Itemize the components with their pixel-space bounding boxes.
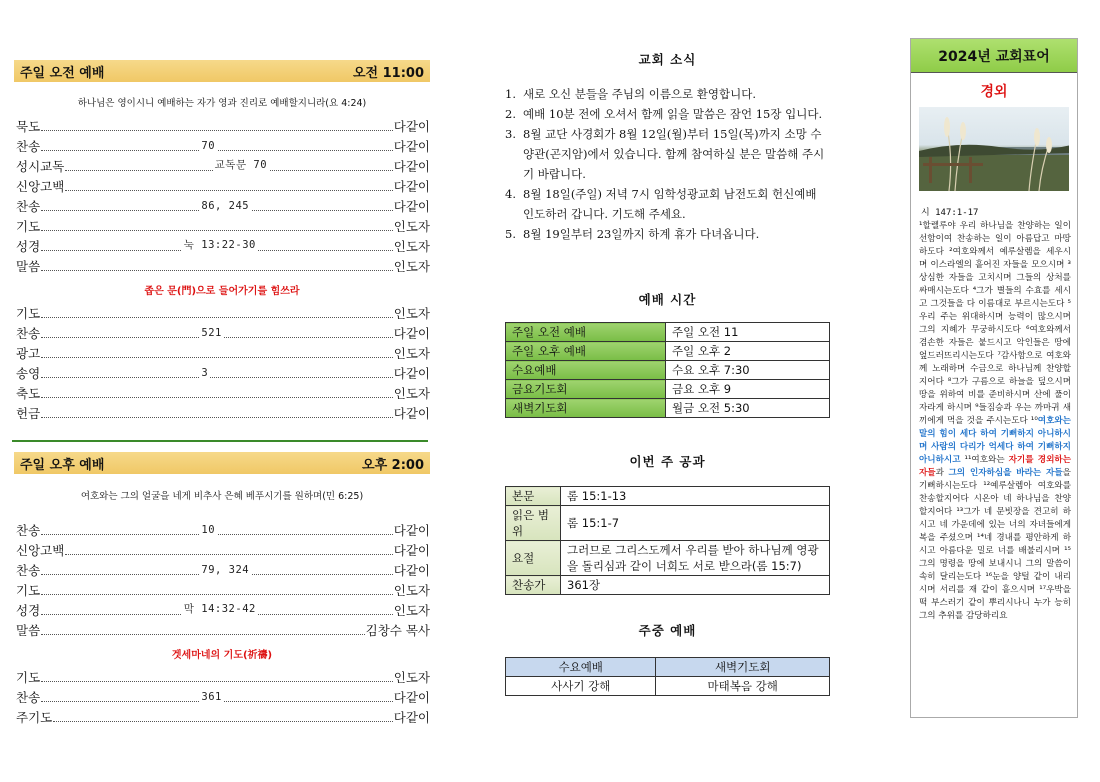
schedule-row <box>506 342 830 361</box>
news-text: 8월 교단 사경회가 8월 12일(월)부터 15일(목)까지 소망 수양관(곤지암)에서 있습니다. 함께 참여하실 분은 말씀해 주시기 바랍니다. <box>523 127 825 181</box>
schedule-row <box>506 380 830 399</box>
news-title: 교회 소식 <box>638 52 697 67</box>
order-detail: 눅 13:22-30 <box>183 239 256 251</box>
dot-leader <box>41 239 393 251</box>
order-leader: 인도자 <box>393 306 430 321</box>
order-label: 기도 <box>16 306 41 321</box>
schedule-time: 주일 오전 11 <box>666 323 830 342</box>
study-title: 이번 주 공과 <box>629 454 706 469</box>
order-label: 주기도 <box>16 710 53 725</box>
midweek-title: 주중 예배 <box>638 623 697 638</box>
order-leader: 인도자 <box>393 346 430 361</box>
study-row <box>506 541 830 576</box>
dot-leader <box>41 634 364 635</box>
study-table <box>505 486 830 595</box>
order-leader: 인도자 <box>393 583 430 598</box>
order-row <box>14 402 430 422</box>
am-order-list-top <box>14 115 430 275</box>
dot-leader <box>41 691 393 703</box>
news-number: 4. <box>505 187 516 201</box>
psalm-text <box>919 220 1071 623</box>
order-label: 성경 <box>16 239 41 254</box>
order-of-worship <box>14 60 430 726</box>
am-service-verse: 하나님은 영이시니 예배하는 자가 영과 진리로 예배할지니라(요 4:24) <box>77 98 367 109</box>
order-row <box>14 155 430 175</box>
dot-leader <box>41 524 393 536</box>
order-leader: 다같이 <box>393 139 430 154</box>
motto-title: 2024년 교회표어 <box>911 39 1077 73</box>
dot-leader <box>41 140 393 152</box>
study-key: 본문 <box>506 487 561 506</box>
dot-leader <box>65 554 392 555</box>
study-value: 그러므로 그리스도께서 우리를 받아 하나님께 영광을 돌리심과 같이 너희도 서로 받으라(롬 15:7) <box>561 541 830 576</box>
order-row <box>14 342 430 362</box>
landscape-photo <box>919 107 1069 191</box>
news-item <box>505 224 830 244</box>
study-row <box>506 576 830 595</box>
psalm-highlight-blue: 여호와는 말의 힘이 세다 하여 기뻐하지 아니하시며 사람의 다리가 억세다 하여 기뻐하지 아니하시고 <box>919 416 1071 465</box>
news-number: 5. <box>505 227 516 241</box>
study-value: 361장 <box>561 576 830 595</box>
order-row <box>14 255 430 275</box>
news-text: 8월 18일(주일) 저녁 7시 임학성광교회 남전도회 헌신예배 인도하러 갑니다. 기도해 주세요. <box>523 187 817 221</box>
pm-order-list-top <box>14 519 430 639</box>
news-number: 1. <box>505 87 516 101</box>
dot-leader <box>41 357 393 358</box>
news-list <box>505 84 830 244</box>
order-row <box>14 135 430 155</box>
psalm-part: 을 기뻐하시는도다 ¹²예루살렘아 여호와를 찬송할지어다 시온아 네 하나님을 찬양할지어다 ¹³그가 네 문빗장을 견고히 하시고 네 가운데에 있는 너의 자녀들에게 복을 주셨으며 ¹⁴네 경내를 평안하게 하시고 아름다운 밀로 너를 배불리시며 ¹⁵그의 명령을 땅에 보내시니 그의 말씀이 속히 달리는도다 ¹⁶눈을 양털 같이 내리시며 서리를 재 같이 흩으시며 ¹⁷우박을 떡 부스러기 같이 뿌리시나니 누가 능히 그의 추위를 감당하리요 <box>919 468 1071 621</box>
order-row <box>14 666 430 686</box>
order-label: 찬송 <box>16 326 41 341</box>
order-detail: 79, 324 <box>201 564 250 576</box>
order-detail: 70 <box>201 140 216 152</box>
schedule-time: 수요 오후 7:30 <box>666 361 830 380</box>
order-detail: 3 <box>201 367 209 379</box>
order-label: 기도 <box>16 670 41 685</box>
motto-word: 경외 <box>980 84 1008 100</box>
order-leader: 다같이 <box>393 179 430 194</box>
midweek-header-wed: 수요예배 <box>506 658 656 677</box>
order-row <box>14 539 430 559</box>
pm-order-list-bottom <box>14 666 430 726</box>
pm-sermon-title: 겟세마네의 기도(祈禱) <box>171 650 273 661</box>
order-label: 헌금 <box>16 406 41 421</box>
order-detail: 10 <box>201 524 216 536</box>
news-text: 8월 19일부터 23일까지 하계 휴가 다녀옵니다. <box>523 227 760 241</box>
order-leader: 인도자 <box>393 239 430 254</box>
schedule-time: 금요 오후 9 <box>666 380 830 399</box>
order-label: 찬송 <box>16 199 41 214</box>
order-row <box>14 115 430 135</box>
schedule-name: 수요예배 <box>506 361 666 380</box>
psalm-part: 과 <box>935 468 949 478</box>
dot-leader <box>41 367 393 379</box>
study-row <box>506 506 830 541</box>
order-row <box>14 175 430 195</box>
order-leader: 다같이 <box>393 199 430 214</box>
order-row <box>14 706 430 726</box>
midweek-header-dawn: 새벽기도회 <box>656 658 830 677</box>
order-leader: 인도자 <box>393 670 430 685</box>
order-row <box>14 215 430 235</box>
order-detail: 막 14:32-42 <box>183 603 256 615</box>
order-leader: 인도자 <box>393 219 430 234</box>
order-label: 말씀 <box>16 623 41 638</box>
order-leader: 다같이 <box>393 523 430 538</box>
order-leader: 인도자 <box>393 386 430 401</box>
am-order-list-bottom <box>14 302 430 422</box>
order-label: 찬송 <box>16 523 41 538</box>
section-divider <box>12 440 428 442</box>
order-label: 기도 <box>16 583 41 598</box>
order-row <box>14 599 430 619</box>
midweek-value-wed: 사사기 강해 <box>506 677 656 696</box>
reeds-lake-image <box>919 107 1069 191</box>
news-text: 새로 오신 분들을 주님의 이름으로 환영합니다. <box>523 87 757 101</box>
am-sermon-title: 좁은 문(門)으로 들어가기를 힘쓰라 <box>144 286 300 297</box>
pm-service-header <box>14 452 430 474</box>
church-info <box>505 50 830 696</box>
order-row <box>14 382 430 402</box>
am-service-title: 주일 오전 예배 <box>20 65 105 81</box>
dot-leader <box>41 417 393 418</box>
news-item <box>505 184 830 224</box>
schedule-time: 월금 오전 5:30 <box>666 399 830 418</box>
dot-leader <box>41 603 393 615</box>
psalm-reference: 시 147:1-17 <box>921 208 979 218</box>
pm-service-verse: 여호와는 그의 얼굴을 네게 비추사 은혜 베푸시기를 원하며(민 6:25) <box>80 491 364 502</box>
news-item <box>505 84 830 104</box>
psalm-part: ¹¹여호와는 <box>960 455 1009 465</box>
study-row <box>506 487 830 506</box>
schedule-name: 주일 오전 예배 <box>506 323 666 342</box>
dot-leader <box>41 397 393 398</box>
study-value: 롬 15:1-13 <box>561 487 830 506</box>
am-service-time: 오전 11:00 <box>352 65 424 81</box>
order-label: 축도 <box>16 386 41 401</box>
schedule-name: 금요기도회 <box>506 380 666 399</box>
schedule-name: 새벽기도회 <box>506 399 666 418</box>
dot-leader <box>41 130 393 131</box>
dot-leader <box>41 327 393 339</box>
dot-leader <box>65 159 392 171</box>
order-leader: 인도자 <box>393 603 430 618</box>
order-row <box>14 195 430 215</box>
dot-leader <box>41 594 393 595</box>
news-number: 3. <box>505 127 516 141</box>
order-leader: 다같이 <box>393 406 430 421</box>
study-value: 롬 15:1-7 <box>561 506 830 541</box>
order-leader: 다같이 <box>393 690 430 705</box>
study-key: 찬송가 <box>506 576 561 595</box>
order-row <box>14 302 430 322</box>
order-row <box>14 619 430 639</box>
pm-service-title: 주일 오후 예배 <box>20 457 105 473</box>
order-label: 신앙고백 <box>16 179 65 194</box>
order-row <box>14 519 430 539</box>
news-text: 예배 10분 전에 오셔서 함께 읽을 말씀은 잠언 15장 입니다. <box>523 107 823 121</box>
order-label: 성경 <box>16 603 41 618</box>
dot-leader <box>53 721 393 722</box>
schedule-table <box>505 322 830 418</box>
order-label: 찬송 <box>16 690 41 705</box>
dot-leader <box>41 681 393 682</box>
midweek-table <box>505 657 830 696</box>
order-label: 신앙고백 <box>16 543 65 558</box>
order-leader: 다같이 <box>393 119 430 134</box>
order-label: 송영 <box>16 366 41 381</box>
order-leader: 다같이 <box>393 543 430 558</box>
schedule-name: 주일 오후 예배 <box>506 342 666 361</box>
order-leader: 다같이 <box>393 326 430 341</box>
schedule-row <box>506 361 830 380</box>
order-leader: 다같이 <box>393 563 430 578</box>
news-item <box>505 104 830 124</box>
dot-leader <box>65 190 392 191</box>
motto-panel <box>910 38 1078 718</box>
order-row <box>14 559 430 579</box>
news-number: 2. <box>505 107 516 121</box>
order-label: 찬송 <box>16 563 41 578</box>
midweek-value-dawn: 마태복음 강해 <box>656 677 830 696</box>
order-leader: 다같이 <box>393 159 430 174</box>
order-leader: 다같이 <box>393 366 430 381</box>
schedule-row <box>506 323 830 342</box>
schedule-title: 예배 시간 <box>638 292 697 307</box>
order-detail: 521 <box>201 327 222 339</box>
schedule-row <box>506 399 830 418</box>
psalm-highlight-red: 자기를 경외하는 자들 <box>919 455 1071 478</box>
order-label: 찬송 <box>16 139 41 154</box>
order-row <box>14 362 430 382</box>
order-label: 기도 <box>16 219 41 234</box>
order-row <box>14 579 430 599</box>
order-leader: 김창수 목사 <box>365 623 430 638</box>
order-label: 성시교독 <box>16 159 65 174</box>
psalm-part: ¹할렐루야 우리 하나님을 찬양하는 일이 선함이여 찬송하는 일이 아름답고 마땅하도다 ²여호와께서 예루살렘을 세우시며 이스라엘의 흩어진 자들을 모으시며 ³상심한 자들을 고치시며 그들의 상처를 싸매시는도다 ⁴그가 별들의 수효를 세시고 그것들을 다 이름대로 부르시는도다 ⁵우리 주는 위대하시며 능력이 많으시며 그의 지혜가 무궁하시도다 ⁶여호와께서 겸손한 자들은 붙드시고 악인들은 땅에 엎드러뜨리시는도다 ⁷감사함으로 여호와께 노래하며 수금으로 하나님께 찬양할지어다 ⁸그가 구름으로 하늘을 덮으시며 땅을 위하여 비를 준비하시며 산에 풀이 자라게 하시며 ⁹들짐승과 우는 까마귀 새끼에게 먹을 것을 주시는도다 ¹⁰ <box>919 221 1071 426</box>
order-row <box>14 235 430 255</box>
dot-leader <box>41 230 393 231</box>
schedule-time: 주일 오후 2 <box>666 342 830 361</box>
order-detail: 361 <box>201 691 222 703</box>
order-leader: 인도자 <box>393 259 430 274</box>
study-key: 읽은 범위 <box>506 506 561 541</box>
dot-leader <box>41 270 393 271</box>
psalm-highlight-blue: 그의 인자하심을 바라는 자들 <box>948 468 1063 478</box>
dot-leader <box>41 317 393 318</box>
order-row <box>14 322 430 342</box>
order-label: 묵도 <box>16 119 41 134</box>
am-service-header <box>14 60 430 82</box>
order-row <box>14 686 430 706</box>
order-leader: 다같이 <box>393 710 430 725</box>
order-label: 말씀 <box>16 259 41 274</box>
order-label: 광고 <box>16 346 41 361</box>
order-detail: 교독문 70 <box>214 159 268 171</box>
dot-leader <box>41 200 393 212</box>
order-detail: 86, 245 <box>201 200 250 212</box>
study-key: 요절 <box>506 541 561 576</box>
pm-service-time: 오후 2:00 <box>362 457 424 473</box>
dot-leader <box>41 564 393 576</box>
news-item <box>505 124 830 184</box>
